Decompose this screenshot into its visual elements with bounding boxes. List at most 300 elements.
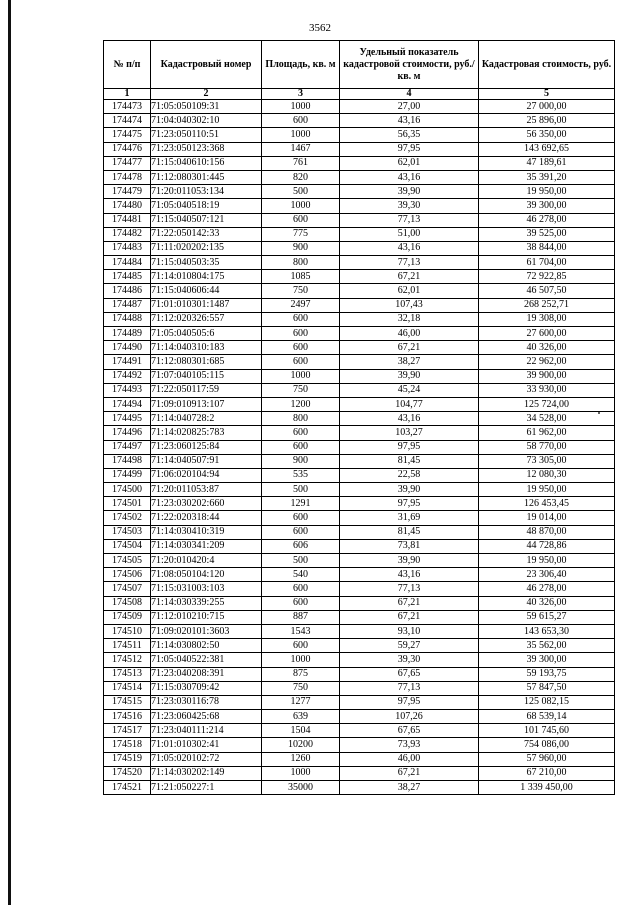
table-row bbox=[104, 199, 615, 213]
table-row bbox=[104, 426, 615, 440]
table-row bbox=[104, 483, 615, 497]
row-number-cell: 174504 bbox=[104, 539, 151, 553]
table-row bbox=[104, 781, 615, 795]
cadastral-value-cell: 126 453,45 bbox=[479, 497, 615, 511]
table-row bbox=[104, 554, 615, 568]
cadastral-number-cell: 71:05:040518:19 bbox=[151, 199, 262, 213]
cadastral-number-cell: 71:05:020102:72 bbox=[151, 752, 262, 766]
table-row bbox=[104, 355, 615, 369]
row-number-cell: 174480 bbox=[104, 199, 151, 213]
unit-value-cell: 43,16 bbox=[340, 170, 479, 184]
cadastral-number-cell: 71:23:030202:660 bbox=[151, 497, 262, 511]
area-cell: 800 bbox=[262, 256, 340, 270]
table-row bbox=[104, 738, 615, 752]
unit-value-cell: 67,21 bbox=[340, 341, 479, 355]
table-row bbox=[104, 270, 615, 284]
unit-value-cell: 43,16 bbox=[340, 241, 479, 255]
area-cell: 750 bbox=[262, 284, 340, 298]
cadastral-number-cell: 71:14:040310:183 bbox=[151, 341, 262, 355]
cadastral-number-cell: 71:07:040105:115 bbox=[151, 369, 262, 383]
cadastral-value-cell: 58 770,00 bbox=[479, 440, 615, 454]
cadastral-number-cell: 71:23:060425:68 bbox=[151, 710, 262, 724]
row-number-cell: 174483 bbox=[104, 241, 151, 255]
row-number-cell: 174521 bbox=[104, 781, 151, 795]
unit-value-cell: 39,30 bbox=[340, 653, 479, 667]
unit-value-cell: 39,90 bbox=[340, 185, 479, 199]
table-row bbox=[104, 327, 615, 341]
row-number-cell: 174507 bbox=[104, 582, 151, 596]
cadastral-number-cell: 71:01:010302:41 bbox=[151, 738, 262, 752]
unit-value-cell: 81,45 bbox=[340, 454, 479, 468]
cadastral-number-cell: 71:11:020202:135 bbox=[151, 241, 262, 255]
row-number-cell: 174515 bbox=[104, 695, 151, 709]
cadastral-number-cell: 71:01:010301:1487 bbox=[151, 298, 262, 312]
cadastral-number-cell: 71:23:040208:391 bbox=[151, 667, 262, 681]
unit-value-cell: 43,16 bbox=[340, 568, 479, 582]
table-row bbox=[104, 639, 615, 653]
table-row bbox=[104, 312, 615, 326]
cadastral-value-cell: 61 704,00 bbox=[479, 256, 615, 270]
area-cell: 2497 bbox=[262, 298, 340, 312]
row-number-cell: 174486 bbox=[104, 284, 151, 298]
area-cell: 600 bbox=[262, 426, 340, 440]
cadastral-value-cell: 12 080,30 bbox=[479, 468, 615, 482]
area-cell: 600 bbox=[262, 596, 340, 610]
table-row bbox=[104, 227, 615, 241]
table-row bbox=[104, 624, 615, 638]
column-number-cell: 3 bbox=[262, 89, 340, 100]
area-cell: 1000 bbox=[262, 100, 340, 114]
header-cell: Площадь, кв. м bbox=[262, 41, 340, 89]
unit-value-cell: 67,65 bbox=[340, 667, 479, 681]
cadastral-value-cell: 39 300,00 bbox=[479, 199, 615, 213]
table-row bbox=[104, 341, 615, 355]
area-cell: 1000 bbox=[262, 653, 340, 667]
row-number-cell: 174487 bbox=[104, 298, 151, 312]
cadastral-value-cell: 44 728,86 bbox=[479, 539, 615, 553]
unit-value-cell: 73,81 bbox=[340, 539, 479, 553]
cadastral-number-cell: 71:14:030339:255 bbox=[151, 596, 262, 610]
unit-value-cell: 97,95 bbox=[340, 440, 479, 454]
row-number-cell: 174511 bbox=[104, 639, 151, 653]
cadastral-number-cell: 71:09:010913:107 bbox=[151, 397, 262, 411]
row-number-cell: 174491 bbox=[104, 355, 151, 369]
row-number-cell: 174499 bbox=[104, 468, 151, 482]
row-number-cell: 174473 bbox=[104, 100, 151, 114]
area-cell: 600 bbox=[262, 582, 340, 596]
unit-value-cell: 43,16 bbox=[340, 114, 479, 128]
unit-value-cell: 59,27 bbox=[340, 639, 479, 653]
unit-value-cell: 43,16 bbox=[340, 412, 479, 426]
cadastral-number-cell: 71:22:020318:44 bbox=[151, 511, 262, 525]
cadastral-value-cell: 46 278,00 bbox=[479, 582, 615, 596]
table-row bbox=[104, 724, 615, 738]
unit-value-cell: 46,00 bbox=[340, 752, 479, 766]
cadastral-value-cell: 57 960,00 bbox=[479, 752, 615, 766]
cadastral-number-cell: 71:22:050117:59 bbox=[151, 383, 262, 397]
row-number-cell: 174493 bbox=[104, 383, 151, 397]
row-number-cell: 174518 bbox=[104, 738, 151, 752]
area-cell: 600 bbox=[262, 341, 340, 355]
column-number-cell: 5 bbox=[479, 89, 615, 100]
table-row bbox=[104, 681, 615, 695]
table-row bbox=[104, 653, 615, 667]
row-number-cell: 174490 bbox=[104, 341, 151, 355]
header-cell: № п/п bbox=[104, 41, 151, 89]
cadastral-value-cell: 40 326,00 bbox=[479, 596, 615, 610]
unit-value-cell: 77,13 bbox=[340, 256, 479, 270]
row-number-cell: 174514 bbox=[104, 681, 151, 695]
cadastral-value-cell: 143 653,30 bbox=[479, 624, 615, 638]
area-cell: 35000 bbox=[262, 781, 340, 795]
area-cell: 600 bbox=[262, 327, 340, 341]
cadastral-number-cell: 71:05:040522:381 bbox=[151, 653, 262, 667]
area-cell: 600 bbox=[262, 639, 340, 653]
row-number-cell: 174496 bbox=[104, 426, 151, 440]
cadastral-number-cell: 71:23:030116:78 bbox=[151, 695, 262, 709]
cadastral-table bbox=[103, 40, 615, 795]
cadastral-value-cell: 23 306,40 bbox=[479, 568, 615, 582]
row-number-cell: 174519 bbox=[104, 752, 151, 766]
row-number-cell: 174510 bbox=[104, 624, 151, 638]
table-row bbox=[104, 752, 615, 766]
cadastral-number-cell: 71:14:030802:50 bbox=[151, 639, 262, 653]
table-row bbox=[104, 582, 615, 596]
area-cell: 1000 bbox=[262, 766, 340, 780]
unit-value-cell: 27,00 bbox=[340, 100, 479, 114]
cadastral-number-cell: 71:15:031003:103 bbox=[151, 582, 262, 596]
table-row bbox=[104, 412, 615, 426]
cadastral-number-cell: 71:06:020104:94 bbox=[151, 468, 262, 482]
table-row bbox=[104, 369, 615, 383]
table-row bbox=[104, 468, 615, 482]
cadastral-value-cell: 46 507,50 bbox=[479, 284, 615, 298]
cadastral-number-cell: 71:23:060125:84 bbox=[151, 440, 262, 454]
column-number-cell: 2 bbox=[151, 89, 262, 100]
area-cell: 1200 bbox=[262, 397, 340, 411]
cadastral-number-cell: 71:23:050123:368 bbox=[151, 142, 262, 156]
row-number-cell: 174509 bbox=[104, 610, 151, 624]
table-row bbox=[104, 142, 615, 156]
cadastral-value-cell: 73 305,00 bbox=[479, 454, 615, 468]
unit-value-cell: 107,26 bbox=[340, 710, 479, 724]
area-cell: 800 bbox=[262, 412, 340, 426]
table-row bbox=[104, 766, 615, 780]
cadastral-number-cell: 71:09:020101:3603 bbox=[151, 624, 262, 638]
unit-value-cell: 39,30 bbox=[340, 199, 479, 213]
area-cell: 606 bbox=[262, 539, 340, 553]
cadastral-value-cell: 25 896,00 bbox=[479, 114, 615, 128]
cadastral-number-cell: 71:15:040507:121 bbox=[151, 213, 262, 227]
cadastral-value-cell: 33 930,00 bbox=[479, 383, 615, 397]
table-row bbox=[104, 667, 615, 681]
cadastral-value-cell: 46 278,00 bbox=[479, 213, 615, 227]
table-row bbox=[104, 539, 615, 553]
cadastral-value-cell: 268 252,71 bbox=[479, 298, 615, 312]
row-number-cell: 174506 bbox=[104, 568, 151, 582]
cadastral-number-cell: 71:14:040507:91 bbox=[151, 454, 262, 468]
area-cell: 1467 bbox=[262, 142, 340, 156]
cadastral-number-cell: 71:14:030341:209 bbox=[151, 539, 262, 553]
row-number-cell: 174513 bbox=[104, 667, 151, 681]
area-cell: 540 bbox=[262, 568, 340, 582]
area-cell: 1000 bbox=[262, 128, 340, 142]
cadastral-value-cell: 39 300,00 bbox=[479, 653, 615, 667]
area-cell: 820 bbox=[262, 170, 340, 184]
area-cell: 600 bbox=[262, 312, 340, 326]
cadastral-value-cell: 22 962,00 bbox=[479, 355, 615, 369]
cadastral-value-cell: 19 014,00 bbox=[479, 511, 615, 525]
area-cell: 600 bbox=[262, 213, 340, 227]
row-number-cell: 174475 bbox=[104, 128, 151, 142]
table-row bbox=[104, 440, 615, 454]
table-row bbox=[104, 497, 615, 511]
cadastral-value-cell: 27 000,00 bbox=[479, 100, 615, 114]
unit-value-cell: 73,93 bbox=[340, 738, 479, 752]
table-row bbox=[104, 100, 615, 114]
table-row bbox=[104, 170, 615, 184]
row-number-cell: 174476 bbox=[104, 142, 151, 156]
unit-value-cell: 22,58 bbox=[340, 468, 479, 482]
area-cell: 750 bbox=[262, 383, 340, 397]
table-row bbox=[104, 710, 615, 724]
cadastral-value-cell: 34 528,00 bbox=[479, 412, 615, 426]
row-number-cell: 174503 bbox=[104, 525, 151, 539]
cadastral-number-cell: 71:14:030410:319 bbox=[151, 525, 262, 539]
row-number-cell: 174484 bbox=[104, 256, 151, 270]
unit-value-cell: 32,18 bbox=[340, 312, 479, 326]
unit-value-cell: 39,90 bbox=[340, 554, 479, 568]
cadastral-value-cell: 19 308,00 bbox=[479, 312, 615, 326]
cadastral-number-cell: 71:14:030202:149 bbox=[151, 766, 262, 780]
cadastral-value-cell: 754 086,00 bbox=[479, 738, 615, 752]
unit-value-cell: 77,13 bbox=[340, 681, 479, 695]
cadastral-value-cell: 72 922,85 bbox=[479, 270, 615, 284]
row-number-cell: 174492 bbox=[104, 369, 151, 383]
cadastral-value-cell: 48 870,00 bbox=[479, 525, 615, 539]
area-cell: 600 bbox=[262, 355, 340, 369]
row-number-cell: 174512 bbox=[104, 653, 151, 667]
area-cell: 775 bbox=[262, 227, 340, 241]
header-cell: Кадастровый номер bbox=[151, 41, 262, 89]
cadastral-number-cell: 71:05:040505:6 bbox=[151, 327, 262, 341]
table-row bbox=[104, 568, 615, 582]
unit-value-cell: 67,21 bbox=[340, 610, 479, 624]
area-cell: 1277 bbox=[262, 695, 340, 709]
area-cell: 639 bbox=[262, 710, 340, 724]
row-number-cell: 174478 bbox=[104, 170, 151, 184]
table-body bbox=[104, 100, 615, 795]
unit-value-cell: 97,95 bbox=[340, 695, 479, 709]
unit-value-cell: 81,45 bbox=[340, 525, 479, 539]
header-cell: Кадастровая стоимость, руб. bbox=[479, 41, 615, 89]
cadastral-number-cell: 71:05:050109:31 bbox=[151, 100, 262, 114]
row-number-cell: 174500 bbox=[104, 483, 151, 497]
unit-value-cell: 97,95 bbox=[340, 142, 479, 156]
unit-value-cell: 104,77 bbox=[340, 397, 479, 411]
table-row bbox=[104, 114, 615, 128]
cadastral-number-cell: 71:12:010210:715 bbox=[151, 610, 262, 624]
unit-value-cell: 51,00 bbox=[340, 227, 479, 241]
area-cell: 600 bbox=[262, 114, 340, 128]
unit-value-cell: 39,90 bbox=[340, 369, 479, 383]
row-number-cell: 174488 bbox=[104, 312, 151, 326]
unit-value-cell: 77,13 bbox=[340, 213, 479, 227]
cadastral-value-cell: 19 950,00 bbox=[479, 483, 615, 497]
row-number-cell: 174482 bbox=[104, 227, 151, 241]
cadastral-number-cell: 71:12:020326:557 bbox=[151, 312, 262, 326]
row-number-cell: 174489 bbox=[104, 327, 151, 341]
column-number-cell: 4 bbox=[340, 89, 479, 100]
row-number-cell: 174516 bbox=[104, 710, 151, 724]
cadastral-value-cell: 19 950,00 bbox=[479, 185, 615, 199]
cadastral-value-cell: 27 600,00 bbox=[479, 327, 615, 341]
row-number-cell: 174498 bbox=[104, 454, 151, 468]
unit-value-cell: 45,24 bbox=[340, 383, 479, 397]
table-row bbox=[104, 695, 615, 709]
scan-edge-bar bbox=[8, 0, 11, 905]
cadastral-value-cell: 125 724,00 bbox=[479, 397, 615, 411]
cadastral-value-cell: 61 962,00 bbox=[479, 426, 615, 440]
unit-value-cell: 77,13 bbox=[340, 582, 479, 596]
cadastral-number-cell: 71:20:011053:134 bbox=[151, 185, 262, 199]
cadastral-value-cell: 57 847,50 bbox=[479, 681, 615, 695]
table-row bbox=[104, 610, 615, 624]
unit-value-cell: 39,90 bbox=[340, 483, 479, 497]
cadastral-number-cell: 71:22:050142:33 bbox=[151, 227, 262, 241]
table-row bbox=[104, 383, 615, 397]
table-row bbox=[104, 241, 615, 255]
area-cell: 500 bbox=[262, 483, 340, 497]
cadastral-value-cell: 56 350,00 bbox=[479, 128, 615, 142]
cadastral-number-cell: 71:15:040606:44 bbox=[151, 284, 262, 298]
area-cell: 1000 bbox=[262, 369, 340, 383]
cadastral-value-cell: 39 525,00 bbox=[479, 227, 615, 241]
table-row bbox=[104, 256, 615, 270]
area-cell: 600 bbox=[262, 525, 340, 539]
cadastral-value-cell: 35 391,20 bbox=[479, 170, 615, 184]
table-row bbox=[104, 128, 615, 142]
unit-value-cell: 67,21 bbox=[340, 270, 479, 284]
cadastral-value-cell: 59 193,75 bbox=[479, 667, 615, 681]
cadastral-value-cell: 125 082,15 bbox=[479, 695, 615, 709]
table-row bbox=[104, 185, 615, 199]
table-row bbox=[104, 298, 615, 312]
area-cell: 1260 bbox=[262, 752, 340, 766]
unit-value-cell: 93,10 bbox=[340, 624, 479, 638]
row-number-cell: 174474 bbox=[104, 114, 151, 128]
area-cell: 750 bbox=[262, 681, 340, 695]
cadastral-number-cell: 71:14:040728:2 bbox=[151, 412, 262, 426]
area-cell: 600 bbox=[262, 511, 340, 525]
area-cell: 1504 bbox=[262, 724, 340, 738]
unit-value-cell: 62,01 bbox=[340, 284, 479, 298]
unit-value-cell: 62,01 bbox=[340, 156, 479, 170]
cadastral-number-cell: 71:23:040111:214 bbox=[151, 724, 262, 738]
header-row bbox=[104, 41, 615, 89]
table-row bbox=[104, 284, 615, 298]
area-cell: 900 bbox=[262, 454, 340, 468]
area-cell: 1000 bbox=[262, 199, 340, 213]
cadastral-number-cell: 71:12:080301:685 bbox=[151, 355, 262, 369]
column-number-cell: 1 bbox=[104, 89, 151, 100]
area-cell: 887 bbox=[262, 610, 340, 624]
cadastral-number-cell: 71:15:030709:42 bbox=[151, 681, 262, 695]
cadastral-value-cell: 38 844,00 bbox=[479, 241, 615, 255]
cadastral-number-cell: 71:08:050104:120 bbox=[151, 568, 262, 582]
row-number-cell: 174517 bbox=[104, 724, 151, 738]
table-row bbox=[104, 454, 615, 468]
row-number-cell: 174497 bbox=[104, 440, 151, 454]
cadastral-number-cell: 71:20:010420:4 bbox=[151, 554, 262, 568]
table-row bbox=[104, 156, 615, 170]
area-cell: 900 bbox=[262, 241, 340, 255]
table-row bbox=[104, 213, 615, 227]
cadastral-number-cell: 71:20:011053:87 bbox=[151, 483, 262, 497]
cadastral-value-cell: 47 189,61 bbox=[479, 156, 615, 170]
unit-value-cell: 38,27 bbox=[340, 781, 479, 795]
row-number-cell: 174501 bbox=[104, 497, 151, 511]
row-number-cell: 174520 bbox=[104, 766, 151, 780]
unit-value-cell: 67,65 bbox=[340, 724, 479, 738]
cadastral-number-cell: 71:15:040503:35 bbox=[151, 256, 262, 270]
row-number-cell: 174495 bbox=[104, 412, 151, 426]
scan-speck bbox=[598, 412, 600, 414]
cadastral-value-cell: 67 210,00 bbox=[479, 766, 615, 780]
cadastral-value-cell: 40 326,00 bbox=[479, 341, 615, 355]
page-number: 3562 bbox=[309, 22, 331, 34]
cadastral-number-cell: 71:14:020825:783 bbox=[151, 426, 262, 440]
area-cell: 761 bbox=[262, 156, 340, 170]
row-number-cell: 174494 bbox=[104, 397, 151, 411]
area-cell: 535 bbox=[262, 468, 340, 482]
unit-value-cell: 56,35 bbox=[340, 128, 479, 142]
area-cell: 10200 bbox=[262, 738, 340, 752]
row-number-cell: 174479 bbox=[104, 185, 151, 199]
header-cell: Удельный показатель кадастровой стоимости, руб./кв. м bbox=[340, 41, 479, 89]
row-number-cell: 174481 bbox=[104, 213, 151, 227]
area-cell: 600 bbox=[262, 440, 340, 454]
cadastral-number-cell: 71:12:080301:445 bbox=[151, 170, 262, 184]
table-row bbox=[104, 397, 615, 411]
cadastral-number-cell: 71:14:010804:175 bbox=[151, 270, 262, 284]
cadastral-number-cell: 71:21:050227:1 bbox=[151, 781, 262, 795]
row-number-cell: 174505 bbox=[104, 554, 151, 568]
cadastral-number-cell: 71:15:040610:156 bbox=[151, 156, 262, 170]
row-number-cell: 174477 bbox=[104, 156, 151, 170]
cadastral-value-cell: 143 692,65 bbox=[479, 142, 615, 156]
cadastral-value-cell: 19 950,00 bbox=[479, 554, 615, 568]
cadastral-value-cell: 35 562,00 bbox=[479, 639, 615, 653]
table-row bbox=[104, 525, 615, 539]
cadastral-value-cell: 101 745,60 bbox=[479, 724, 615, 738]
area-cell: 1291 bbox=[262, 497, 340, 511]
unit-value-cell: 107,43 bbox=[340, 298, 479, 312]
row-number-cell: 174502 bbox=[104, 511, 151, 525]
unit-value-cell: 46,00 bbox=[340, 327, 479, 341]
row-number-cell: 174508 bbox=[104, 596, 151, 610]
cadastral-value-cell: 1 339 450,00 bbox=[479, 781, 615, 795]
unit-value-cell: 103,27 bbox=[340, 426, 479, 440]
unit-value-cell: 38,27 bbox=[340, 355, 479, 369]
column-number-row bbox=[104, 89, 615, 100]
cadastral-number-cell: 71:04:040302:10 bbox=[151, 114, 262, 128]
unit-value-cell: 97,95 bbox=[340, 497, 479, 511]
cadastral-number-cell: 71:23:050110:51 bbox=[151, 128, 262, 142]
table-row bbox=[104, 596, 615, 610]
area-cell: 1543 bbox=[262, 624, 340, 638]
area-cell: 500 bbox=[262, 185, 340, 199]
